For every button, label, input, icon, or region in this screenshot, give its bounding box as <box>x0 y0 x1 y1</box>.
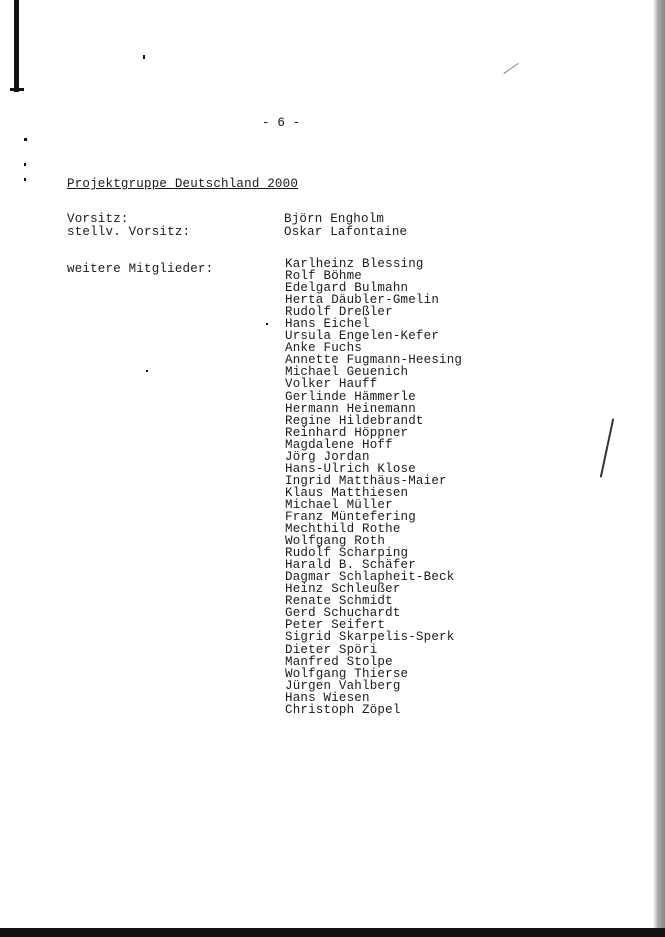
member-name: Hans Wiesen <box>285 690 370 705</box>
member-name: Dieter Spöri <box>285 642 378 657</box>
member-name: Karlheinz Blessing <box>285 257 424 271</box>
scan-edge-mark <box>10 88 24 91</box>
member-name: Edelgard Bulmahn <box>285 281 409 296</box>
member-name: Herta Däubler-Gmelin <box>285 293 440 308</box>
scan-right-edge <box>653 0 665 937</box>
member-name: Klaus Matthiesen <box>285 485 409 500</box>
member-name: Gerlinde Hämmerle <box>285 389 416 404</box>
member-name: Michael Geuenich <box>285 365 409 380</box>
member-name: Hans Eichel <box>285 317 370 332</box>
scan-scratch <box>503 63 518 74</box>
member-name: Annette Fugmann-Heesing <box>285 353 463 368</box>
member-name: Wolfgang Roth <box>285 534 386 549</box>
member-name: Jörg Jordan <box>285 449 370 464</box>
role-deputy-chair-label: stellv. Vorsitz: <box>67 225 191 239</box>
member-name: Rudolf Scharping <box>285 546 409 561</box>
member-name: Ursula Engelen-Kefer <box>285 329 440 344</box>
scan-speck <box>24 163 26 166</box>
member-name: Rudolf Dreßler <box>285 305 393 320</box>
document-heading: Projektgruppe Deutschland 2000 <box>67 177 299 191</box>
member-name: Anke Fuchs <box>285 341 363 356</box>
members-label: weitere Mitglieder: <box>67 262 214 276</box>
member-name: Heinz Schleußer <box>285 582 401 597</box>
member-name: Volker Hauff <box>285 377 378 392</box>
scan-speck <box>146 370 148 372</box>
role-chair-label: Vorsitz: <box>67 212 129 226</box>
member-name: Jürgen Vahlberg <box>285 678 401 693</box>
scan-speck <box>143 55 145 59</box>
member-name: Hans-Ulrich Klose <box>285 461 416 476</box>
member-name: Peter Seifert <box>285 618 386 633</box>
member-name: Manfred Stolpe <box>285 654 393 669</box>
member-name: Reinhard Höppner <box>285 425 409 440</box>
role-chair-name: Björn Engholm <box>284 212 385 226</box>
member-name: Rolf Böhme <box>285 269 363 284</box>
scan-bottom-edge <box>0 928 665 937</box>
member-name: Michael Müller <box>285 497 393 512</box>
member-name: Harald B. Schäfer <box>285 558 416 573</box>
scan-speck <box>24 138 27 141</box>
members-list <box>285 258 462 716</box>
member-name: Renate Schmidt <box>285 594 393 609</box>
member-name: Wolfgang Thierse <box>285 666 409 681</box>
member-name: Ingrid Matthäus-Maier <box>285 473 447 488</box>
scan-scratch <box>600 418 614 477</box>
scan-edge-mark <box>14 0 19 92</box>
scan-speck <box>266 323 268 325</box>
scan-speck <box>24 178 26 181</box>
member-name: Hermann Heinemann <box>285 401 416 416</box>
member-name: Franz Müntefering <box>285 509 416 524</box>
page-number: - 6 - <box>262 116 301 130</box>
member-name: Regine Hildebrandt <box>285 413 424 428</box>
member-name: Magdalene Hoff <box>285 437 393 452</box>
member-name: Christoph Zöpel <box>285 702 401 717</box>
member-name: Gerd Schuchardt <box>285 606 401 621</box>
member-name: Mechthild Rothe <box>285 522 401 537</box>
member-name: Sigrid Skarpelis-Sperk <box>285 630 455 645</box>
member-name: Dagmar Schlapheit-Beck <box>285 570 455 585</box>
role-deputy-chair-name: Oskar Lafontaine <box>284 225 408 239</box>
